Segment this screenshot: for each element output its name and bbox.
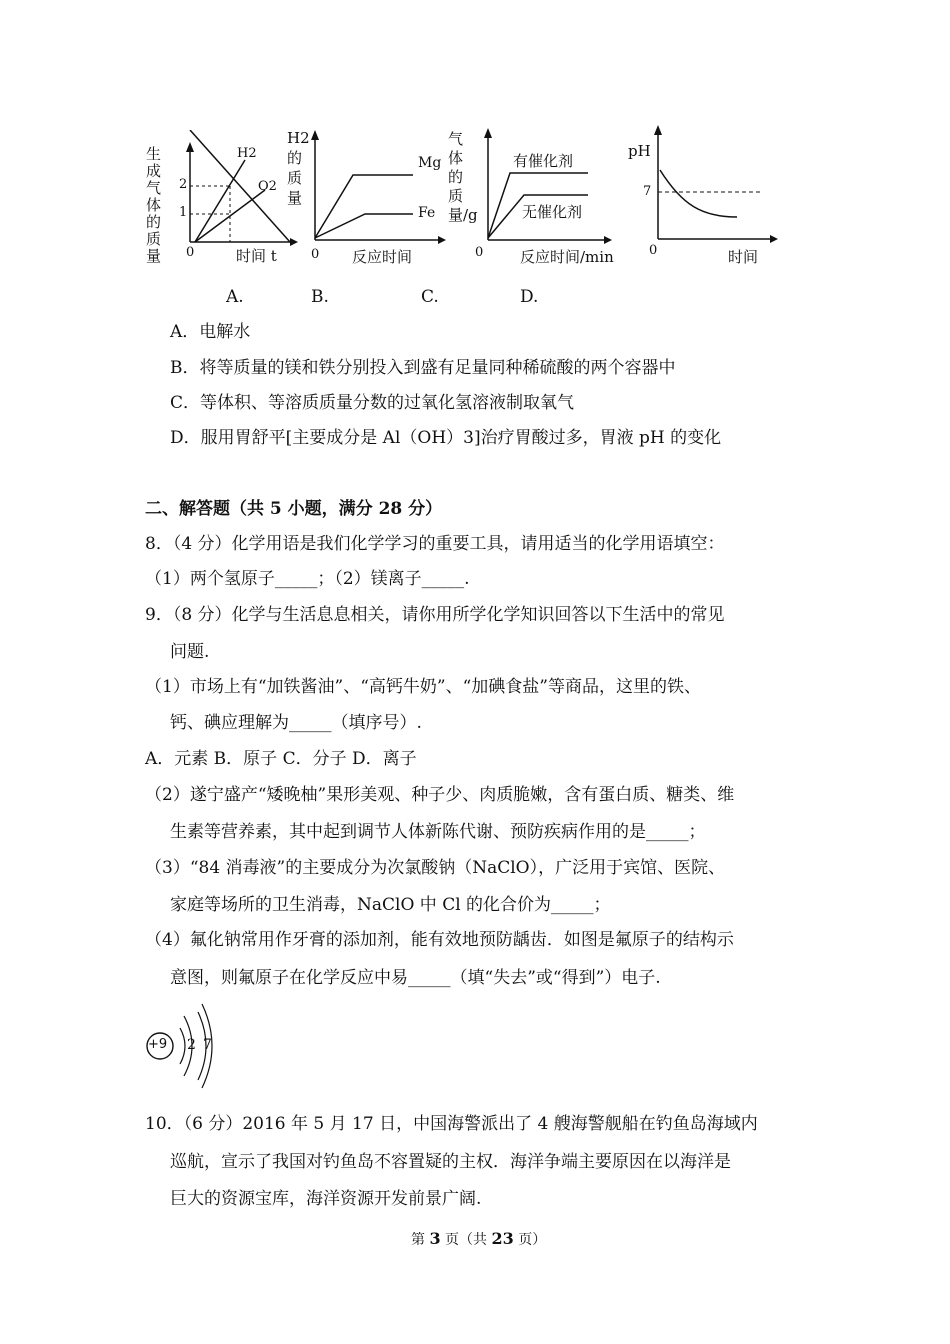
q9-part2-b: 生素等营养素，其中起到调节人体新陈代谢、预防疾病作用的是_____；: [170, 822, 706, 842]
graph-a-ylabel: 生成气体的质量: [146, 145, 162, 265]
graph-a-origin: 0: [186, 245, 195, 260]
graph-a-curve-o2: O2: [258, 179, 277, 194]
graph-d-ylabel: pH: [628, 142, 651, 160]
q9-part1-a: （1）市场上有“加铁酱油”、“高钙牛奶”、“加碘食盐”等商品，这里的铁、: [145, 677, 701, 697]
option-a: A．电解水: [170, 322, 251, 342]
footer-pre: 第: [411, 1232, 430, 1248]
q9-part1-b: 钙、碘应理解为_____（填序号）.: [170, 713, 422, 733]
graph-c-curve-catalyst: 有催化剂: [513, 152, 574, 170]
q9-line1: 9．（8 分）化学与生活息息相关，请你用所学化学知识回答以下生活中的常见: [145, 605, 725, 625]
graph-b-curve-fe: Fe: [418, 205, 436, 221]
atom-shell-1: [180, 1028, 185, 1064]
graph-a-curve-h2: H2: [237, 146, 257, 161]
footer-page-number: 3: [429, 1229, 441, 1248]
q9-part2-a: （2）遂宁盛产“矮晚柚”果形美观、种子少、肉质脆嫩，含有蛋白质、糖类、维: [145, 785, 735, 805]
graph-b-origin: 0: [311, 247, 320, 262]
graph-a-y-arrow: [186, 142, 194, 152]
graph-b-mg-line: [315, 175, 413, 238]
q10-line3: 巨大的资源宝库，海洋资源开发前景广阔.: [170, 1189, 482, 1209]
q9-choices: A．元素 B．原子 C．分子 D．离子: [145, 749, 417, 769]
graph-b-xlabel: 反应时间: [352, 248, 413, 266]
q9-part4-b: 意图，则氟原子在化学反应中易_____（填“失去”或“得到”）电子.: [170, 968, 661, 988]
graph-c-xlabel: 反应时间/min: [520, 248, 614, 266]
graph-a-h2-line: [195, 160, 245, 242]
graph-b-fe-line: [315, 214, 413, 238]
q9-part3-b: 家庭等场所的卫生消毒，NaClO 中 Cl 的化合价为_____；: [170, 895, 611, 915]
graph-b-y-arrow: [311, 130, 319, 140]
option-b: B．将等质量的镁和铁分别投入到盛有足量同种稀硫酸的两个容器中: [170, 358, 676, 378]
q9-part4-a: （4）氟化钠常用作牙膏的添加剂，能有效地预防龋齿．如图是氟原子的结构示: [145, 930, 734, 950]
q8-line1: 8．（4 分）化学用语是我们化学学习的重要工具，请用适当的化学用语填空：: [145, 534, 725, 554]
graph-c-ylabel: 气体的质量/g: [448, 130, 478, 224]
q9-line2: 问题.: [170, 642, 210, 662]
graph-c-y-arrow: [484, 128, 492, 138]
graph-b-curve-mg: Mg: [418, 155, 442, 171]
graph-a-x-arrow: [290, 238, 298, 246]
q10-line1: 10．（6 分）2016 年 5 月 17 日，中国海警派出了 4 艘海警舰船在钓鱼岛海域内: [145, 1114, 758, 1134]
graph-c-curve-no-catalyst: 无催化剂: [522, 203, 583, 221]
q10-line2: 巡航，宣示了我国对钓鱼岛不容置疑的主权．海洋争端主要原因在以海洋是: [170, 1152, 731, 1172]
graph-b-x-arrow: [438, 236, 446, 244]
atom-shell-1-count: 2: [187, 1037, 196, 1053]
graph-letter-b: B.: [311, 287, 329, 307]
q9-part3-a: （3）“84 消毒液”的主要成分为次氯酸钠（NaClO），广泛用于宾馆、医院、: [145, 858, 726, 878]
graph-b-ylabel: H2的质量: [287, 129, 310, 207]
graph-d-tick-7: 7: [643, 184, 652, 199]
footer-total-pages: 23: [491, 1229, 514, 1248]
page-footer: [411, 1229, 546, 1249]
footer-mid: 页（共: [440, 1232, 492, 1248]
graph-c-x-arrow: [604, 236, 612, 244]
graph-letter-a: A.: [226, 287, 244, 307]
graph-c-origin: 0: [475, 245, 484, 260]
graph-d: [652, 125, 782, 250]
atom-shell-2-count: 7: [203, 1037, 212, 1053]
atom-nucleus-label: +9: [148, 1037, 168, 1052]
graph-d-x-arrow: [770, 235, 778, 243]
graph-letter-c: C.: [421, 287, 439, 307]
q8-line2: （1）两个氢原子_____；（2）镁离子_____.: [145, 569, 470, 589]
section-title: 二、解答题（共 5 小题，满分 28 分）: [145, 499, 443, 519]
graph-d-origin: 0: [649, 243, 658, 258]
graph-a-xlabel: 时间 t: [236, 247, 277, 265]
graph-a-tick-2: 2: [179, 177, 188, 192]
graph-a-tick-1: 1: [179, 205, 188, 220]
option-c: C．等体积、等溶质质量分数的过氧化氢溶液制取氧气: [170, 393, 575, 413]
footer-post: 页）: [513, 1232, 547, 1248]
option-d: D．服用胃舒平[主要成分是 Al（OH）3]治疗胃酸过多，胃液 pH 的变化: [170, 428, 722, 448]
graph-d-xlabel: 时间: [728, 248, 759, 266]
graph-letter-d: D.: [520, 287, 539, 307]
graph-d-ph-curve: [660, 170, 737, 217]
graph-d-y-arrow: [654, 125, 662, 135]
